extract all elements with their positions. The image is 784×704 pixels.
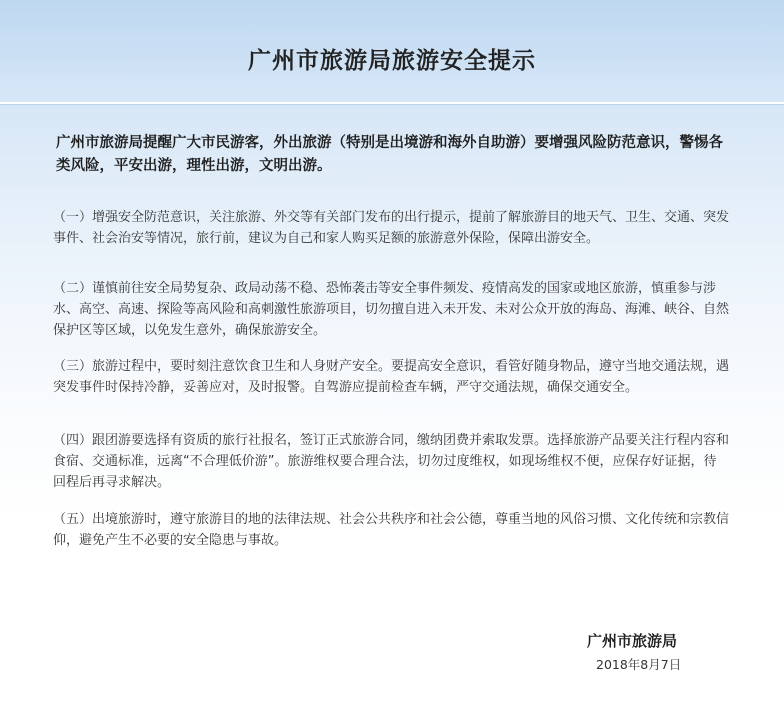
- intro-paragraph: 广州市旅游局提醒广大市民游客，外出旅游（特别是出境游和海外自助游）要增强风险防范意识，警惕各类风险，平安出游，理性出游，文明出游。: [56, 135, 723, 174]
- page-title: 广州市旅游局旅游安全提示: [248, 48, 536, 74]
- signature-date: 2018年8月7日: [596, 657, 682, 672]
- tip-paragraph-1: （一）增强安全防范意识，关注旅游、外交等有关部门发布的出行提示，提前了解旅游目的地天气、卫生、交通、突发事件、社会治安等情况，旅行前，建议为自己和家人购买足额的旅游意外保险，保障出游安全。: [53, 210, 730, 246]
- title-divider: [0, 102, 784, 104]
- tip-paragraph-4: （四）跟团游要选择有资质的旅行社报名，签订正式旅游合同，缴纳团费并索取发票。选择旅游产品要关注行程内容和食宿、交通标准，远离“不合理低价游”。旅游维权要合理合法，切勿过度维权，如现场维权不便，应保存好证据，待回程后再寻求解决。: [53, 433, 730, 490]
- signature-organization: 广州市旅游局: [587, 632, 678, 650]
- tip-paragraph-5: （五）出境旅游时，遵守旅游目的地的法律法规、社会公共秩序和社会公德，尊重当地的风俗习惯、文化传统和宗教信仰，避免产生不必要的安全隐患与事故。: [53, 512, 730, 548]
- tip-paragraph-3: （三）旅游过程中，要时刻注意饮食卫生和人身财产安全。要提高安全意识，看管好随身物品，遵守当地交通法规，遇突发事件时保持冷静，妥善应对，及时报警。自驾游应提前检查车辆，严守交通法规，确保交通安全。: [53, 359, 730, 395]
- tip-paragraph-2: （二）谨慎前往安全局势复杂、政局动荡不稳、恐怖袭击等安全事件频发、疫情高发的国家或地区旅游，慎重参与涉水、高空、高速、探险等高风险和高刺激性旅游项目，切勿擅自进入未开发、未对公众开放的海岛、海滩、峡谷、自然保护区等区域，以免发生意外，确保旅游安全。: [53, 281, 730, 338]
